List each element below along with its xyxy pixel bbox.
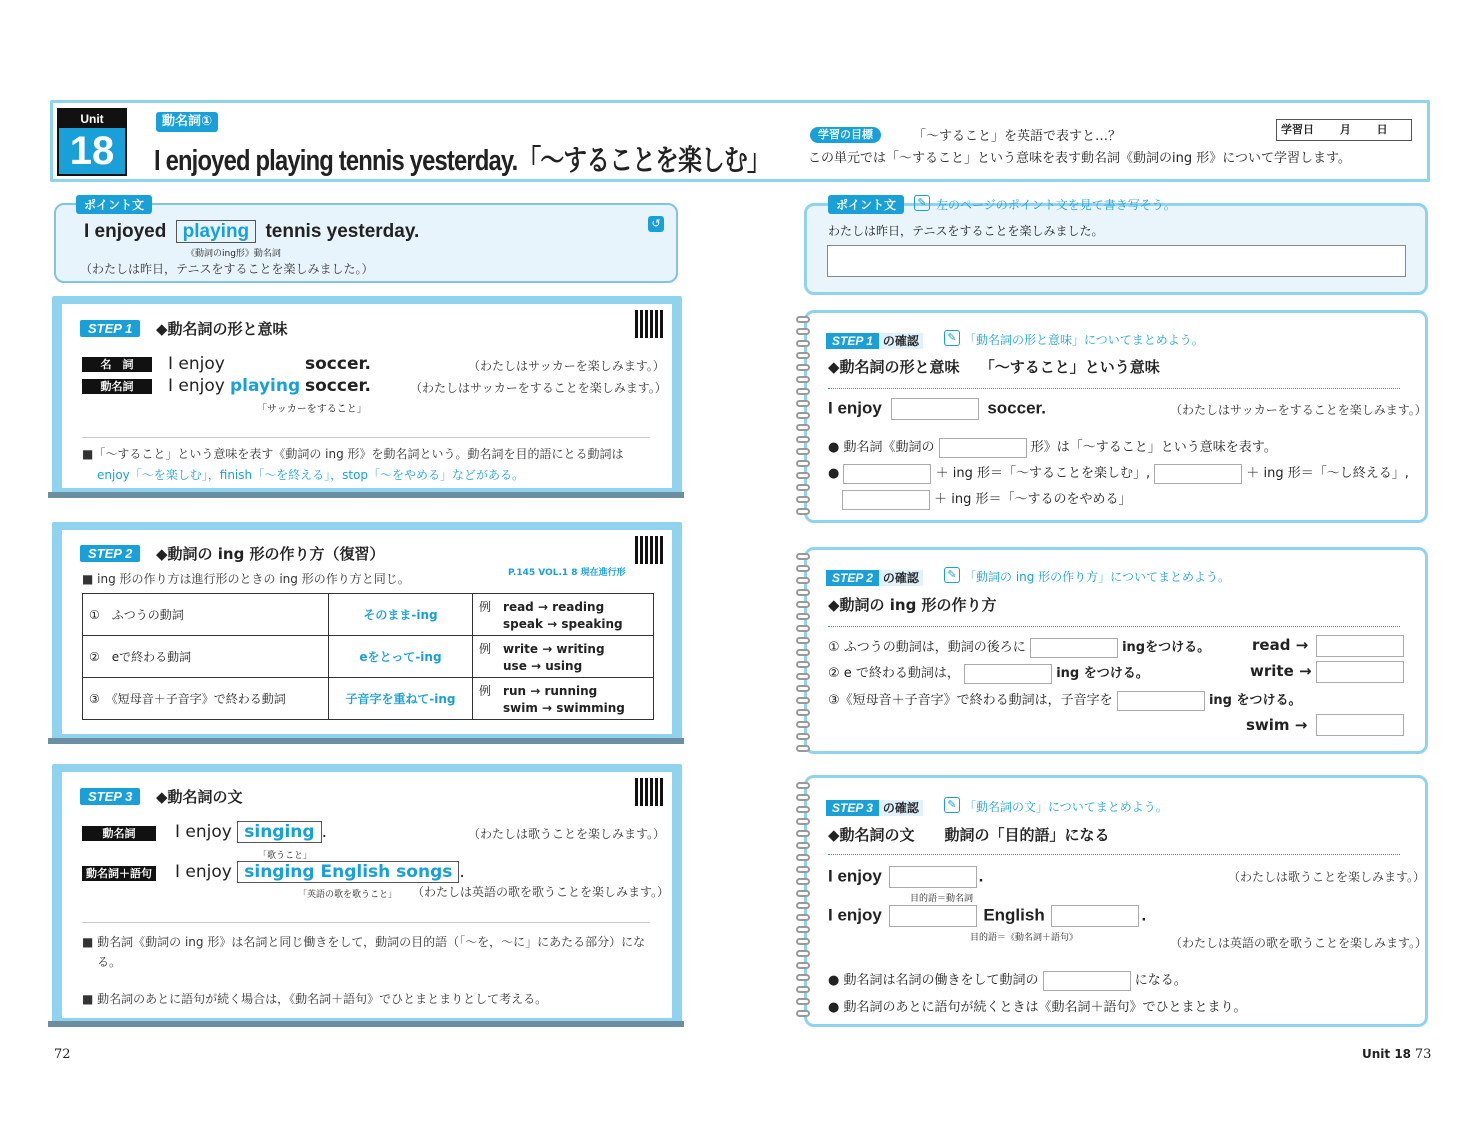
spiral-ring xyxy=(796,733,810,740)
qr-code-icon[interactable] xyxy=(635,536,663,564)
spiral-ring xyxy=(796,782,810,789)
check1-bullet3-text: ＋ ing 形＝「～するのをやめる」 xyxy=(934,492,1132,507)
check3-sentence-2 xyxy=(828,905,1146,927)
step2-ref[interactable]: P.145 VOL.1 8 現在進行形 xyxy=(508,568,626,578)
spiral-ring xyxy=(796,577,810,584)
spiral-ring xyxy=(796,709,810,716)
check2-line1b: ingをつける。 xyxy=(1122,640,1211,655)
check3-suffix: の確認 xyxy=(879,800,923,816)
table-cell: ③ 《短母音＋子音字》で終わる動詞 xyxy=(83,678,329,720)
step3-row2-jp: （わたしは英語の歌を歌うことを楽しみます。） xyxy=(412,885,670,899)
spiral-ring xyxy=(796,340,810,347)
table-row xyxy=(83,594,654,636)
check1-blank-1[interactable] xyxy=(891,398,979,420)
board-tray-1 xyxy=(48,492,684,498)
step3-row1-end: . xyxy=(321,822,327,842)
step1-badge: STEP 1 xyxy=(80,320,140,337)
spiral-ring xyxy=(796,508,810,515)
pencil-icon: ✎ xyxy=(914,195,930,211)
qr-code-icon[interactable] xyxy=(635,310,663,338)
spiral-ring xyxy=(796,460,810,467)
spiral-ring xyxy=(796,448,810,455)
spiral-ring xyxy=(796,424,810,431)
point-sentence-box: playing xyxy=(176,220,257,243)
check2-blank-3[interactable] xyxy=(1117,691,1205,711)
check3-s1-end: . xyxy=(978,866,984,886)
check1-bullet1b: 形》は「～すること」という意味を表す。 xyxy=(1030,440,1277,455)
spiral-ring xyxy=(796,352,810,359)
spiral-ring xyxy=(796,926,810,933)
spiral-ring xyxy=(796,938,810,945)
table-cell: 例 read → reading speak → speaking xyxy=(473,594,654,636)
check3-blank-1[interactable] xyxy=(889,866,977,888)
check2-blank-2[interactable] xyxy=(964,664,1052,684)
right-point-badge: ポイント文 xyxy=(828,195,904,214)
point-sentence-after: tennis yesterday. xyxy=(265,221,420,242)
qr-code-icon[interactable] xyxy=(635,778,663,806)
check2-line1 xyxy=(828,636,1210,658)
step2-table xyxy=(82,593,654,720)
spiral-ring xyxy=(796,436,810,443)
step1-caption: 「サッカーをすること」 xyxy=(257,404,367,415)
spiral-ring xyxy=(796,316,810,323)
grammar-tag: 動名詞① xyxy=(156,112,218,132)
check3-b1b: になる。 xyxy=(1134,973,1187,988)
check3-s2: I enjoy xyxy=(828,905,882,925)
spiral-ring xyxy=(796,412,810,419)
point-badge: ポイント文 xyxy=(76,195,152,214)
step1-row1-text: I enjoy xyxy=(168,354,225,374)
check2-badge xyxy=(826,567,923,586)
step3-note-2: ■ 動名詞のあとに語句が続く場合は，《動名詞＋語句》でひとまとまりとして考える。 xyxy=(82,992,548,1006)
goal-line-1: 「～すること」を英語で表すと…？ xyxy=(913,129,1122,144)
spiral-ring xyxy=(796,685,810,692)
spiral-ring xyxy=(796,950,810,957)
step1-row2-obj: soccer. xyxy=(305,376,371,396)
goal-badge: 学習の目標 xyxy=(810,127,881,143)
spiral-ring xyxy=(796,866,810,873)
spiral-ring xyxy=(796,902,810,909)
spiral-ring xyxy=(796,914,810,921)
footer-unit: Unit 18 xyxy=(1362,1047,1412,1061)
check1-sentence xyxy=(828,398,1046,420)
spiral-ring xyxy=(796,974,810,981)
check3-s2-mid: English xyxy=(983,905,1045,925)
pencil-icon: ✎ xyxy=(944,330,960,346)
check2-line2c: write → xyxy=(1250,662,1312,680)
check3-badge xyxy=(826,797,923,816)
check1-dots xyxy=(828,388,1400,389)
check3-blank-2[interactable] xyxy=(889,905,977,927)
check2-dots xyxy=(828,626,1400,627)
point-box-caption: 《動詞のing形》動名詞 xyxy=(186,249,281,259)
check1-bullet2a: ＋ ing 形＝「～することを楽しむ」, xyxy=(935,466,1151,481)
check3-b1a: ● 動名詞は名詞の働きをして動詞の xyxy=(828,973,1039,988)
check1-bullet3 xyxy=(842,488,1132,510)
step3-label-2: 動名詞＋語句 xyxy=(82,866,156,881)
step1-row1-obj: soccer. xyxy=(305,354,371,374)
check3-dots xyxy=(828,854,1400,855)
check2-blank-read[interactable] xyxy=(1316,635,1404,657)
spiral-ring xyxy=(796,472,810,479)
check2-blank-swim[interactable] xyxy=(1316,714,1404,736)
check1-bullet1a: ● 動名詞《動詞の xyxy=(828,440,935,455)
step3-row1-jp: （わたしは歌うことを楽しみます。） xyxy=(468,827,666,841)
spiral-ring xyxy=(796,661,810,668)
point-sentence-before: I enjoyed xyxy=(84,221,167,242)
spiral-ring xyxy=(796,806,810,813)
pencil-icon: ✎ xyxy=(944,567,960,583)
table-cell: eをとって-ing xyxy=(329,636,473,678)
right-point-instruction: 左のページのポイント文を見て書き写そう。 xyxy=(936,198,1176,212)
right-page-number: 73 xyxy=(1414,1047,1432,1062)
check3-bullet1 xyxy=(828,969,1187,991)
spiral-ring xyxy=(796,818,810,825)
table-row xyxy=(83,636,654,678)
table-cell: 例 run → running swim → swimming xyxy=(473,678,654,720)
check2-line3a: ③《短母音＋子音字》で終わる動詞は，子音字を xyxy=(828,693,1113,708)
check1-sent-before: I enjoy xyxy=(828,398,882,418)
check1-blank-5[interactable] xyxy=(842,490,930,510)
step1-divider xyxy=(82,437,650,438)
spiral-ring xyxy=(796,854,810,861)
step3-row1-caption: 「歌うこと」 xyxy=(258,851,313,861)
spiral-ring xyxy=(796,673,810,680)
check1-sent-jp: （わたしはサッカーをすることを楽しみます。） xyxy=(1170,403,1427,417)
board-tray-2 xyxy=(48,738,684,744)
spiral-ring xyxy=(796,613,810,620)
step3-badge: STEP 3 xyxy=(80,788,140,805)
spiral-ring xyxy=(796,697,810,704)
spiral-ring xyxy=(796,878,810,885)
step3-divider xyxy=(82,922,650,923)
check2-blank-1[interactable] xyxy=(1030,638,1118,658)
check1-step: STEP 1 xyxy=(826,333,879,349)
check2-blank-write[interactable] xyxy=(1316,661,1404,683)
check3-bullet2: ● 動名詞のあとに語句が続くときは《動名詞＋語句》でひとまとまり。 xyxy=(828,1000,1247,1015)
check2-line3b: ing をつける。 xyxy=(1208,693,1302,708)
spiral-ring xyxy=(796,565,810,572)
unit-badge xyxy=(57,108,127,176)
check3-s1-caption: 目的語＝動名詞 xyxy=(910,894,974,904)
spiral-ring xyxy=(796,794,810,801)
check2-heading: ◆動詞の ing 形の作り方 xyxy=(828,596,997,614)
table-cell: 子音字を重ねて-ing xyxy=(329,678,473,720)
step1-note-1: ■「～すること」という意味を表す《動詞の ing 形》を動名詞という。動名詞を目的語にとる動詞は xyxy=(82,447,624,461)
check1-bullet2 xyxy=(828,462,1409,484)
spiral-ring xyxy=(796,388,810,395)
check3-blank-4[interactable] xyxy=(1043,971,1131,991)
spiral-ring xyxy=(796,625,810,632)
right-point-translation: わたしは昨日，テニスをすることを楽しみました。 xyxy=(828,224,1104,238)
right-footer xyxy=(1362,1047,1431,1062)
step1-row2-hl: playing xyxy=(230,376,301,396)
spiral-ring xyxy=(796,721,810,728)
check1-blank-3[interactable] xyxy=(843,464,931,484)
point-writing-field[interactable] xyxy=(827,245,1406,277)
spiral-ring xyxy=(796,998,810,1005)
step3-row2-box: singing English songs xyxy=(237,861,459,883)
table-cell: そのまま-ing xyxy=(329,594,473,636)
check3-s2-end: . xyxy=(1141,905,1147,925)
step3-row1 xyxy=(175,822,327,842)
check1-bullet2b: ＋ ing 形＝「～し終える」, xyxy=(1246,466,1409,481)
unit-number: 18 xyxy=(59,128,125,174)
spiral-ring xyxy=(796,1010,810,1017)
spiral-ring xyxy=(796,890,810,897)
spiral-ring xyxy=(796,328,810,335)
spiral-ring xyxy=(796,400,810,407)
spiral-ring xyxy=(796,842,810,849)
spiral-ring xyxy=(796,589,810,596)
step3-row2 xyxy=(175,862,465,882)
step1-row2-text: I enjoy xyxy=(168,376,225,396)
step2-subtitle: ■ ing 形の作り方は進行形のときの ing 形の作り方と同じ。 xyxy=(82,572,410,586)
step3-note-1: ■ 動名詞《動詞の ing 形》は名詞と同じ働きをして，動詞の目的語（「～を，～に」にあたる部分）にな xyxy=(82,935,646,949)
pencil-icon: ✎ xyxy=(944,797,960,813)
check3-s1: I enjoy xyxy=(828,866,882,886)
check3-blank-3[interactable] xyxy=(1051,905,1139,927)
check2-line2b: ing をつける。 xyxy=(1056,666,1149,681)
step3-row1-text: I enjoy xyxy=(175,822,232,842)
check2-line3 xyxy=(828,689,1301,711)
step3-title: ◆動名詞の文 xyxy=(156,788,243,806)
spiral-ring xyxy=(796,830,810,837)
check3-s1-jp: （わたしは歌うことを楽しみます。） xyxy=(1228,870,1426,884)
step3-label-1: 動名詞 xyxy=(82,826,156,841)
step3-note-1b: る。 xyxy=(97,955,122,969)
step1-label-noun: 名 詞 xyxy=(82,357,152,372)
step2-badge: STEP 2 xyxy=(80,545,140,562)
check2-line1a: ① ふつうの動詞は，動詞の後ろに xyxy=(828,640,1026,655)
check1-sent-after: soccer. xyxy=(987,398,1046,418)
check1-bullet1 xyxy=(828,436,1277,458)
check3-sentence-1 xyxy=(828,866,983,888)
check3-step: STEP 3 xyxy=(826,800,879,816)
spiral-ring xyxy=(796,745,810,752)
step3-row2-caption: 「英語の歌を歌うこと」 xyxy=(298,890,398,900)
bullet-icon: ● xyxy=(828,466,840,481)
check1-blank-2[interactable] xyxy=(939,438,1027,458)
spiral-ring xyxy=(796,496,810,503)
left-page-number: 72 xyxy=(54,1047,71,1062)
check3-heading: ◆動名詞の文 動詞の「目的語」になる xyxy=(828,826,1110,844)
spiral-ring xyxy=(796,553,810,560)
spiral-ring xyxy=(796,601,810,608)
spiral-ring xyxy=(796,637,810,644)
board-tray-3 xyxy=(48,1021,684,1027)
check3-instruction: 「動名詞の文」についてまとめよう。 xyxy=(964,800,1168,814)
step3-row2-end: . xyxy=(459,862,465,882)
step1-row2-jp: （わたしはサッカーをすることを楽しみます。） xyxy=(410,381,667,395)
spiral-ring xyxy=(796,376,810,383)
check2-line2 xyxy=(828,662,1149,684)
spiral-ring xyxy=(796,649,810,656)
check1-instruction: 「動名詞の形と意味」についてまとめよう。 xyxy=(964,333,1204,347)
goal-line-2: この単元では「～すること」という意味を表す動名詞《動詞のing 形》について学習します。 xyxy=(808,151,1351,166)
step3-row1-box: singing xyxy=(237,821,321,843)
check2-line4: swim → xyxy=(1246,716,1308,734)
check2-line1c: read → xyxy=(1252,636,1309,654)
check2-line2a: ② e で終わる動詞は， xyxy=(828,666,960,681)
spiral-ring xyxy=(796,986,810,993)
table-cell: ① ふつうの動詞 xyxy=(83,594,329,636)
step3-row2-text: I enjoy xyxy=(175,862,232,882)
check2-suffix: の確認 xyxy=(879,570,923,586)
audio-icon[interactable]: ↺ xyxy=(648,216,664,232)
step2-title: ◆動詞の ing 形の作り方（復習） xyxy=(156,545,385,563)
check2-instruction: 「動詞の ing 形の作り方」についてまとめよう。 xyxy=(964,570,1230,584)
point-sentence xyxy=(84,221,419,243)
step1-row1-jp: （わたしはサッカーを楽しみます。） xyxy=(468,359,665,373)
study-date-box[interactable]: 学習日 月 日 xyxy=(1276,119,1412,141)
check1-badge xyxy=(826,330,923,349)
spiral-ring xyxy=(796,962,810,969)
spiral-ring xyxy=(796,364,810,371)
table-cell: 例 write → writing use → using xyxy=(473,636,654,678)
step1-label-gerund: 動名詞 xyxy=(82,379,152,394)
check2-step: STEP 2 xyxy=(826,570,879,586)
unit-label: Unit xyxy=(59,110,125,128)
step1-title: ◆動名詞の形と意味 xyxy=(156,320,288,338)
check1-blank-4[interactable] xyxy=(1154,464,1242,484)
table-row xyxy=(83,678,654,720)
check3-s2-caption: 目的語＝《動名詞＋語句》 xyxy=(970,933,1079,943)
check3-s2-jp: （わたしは英語の歌を歌うことを楽しみます。） xyxy=(1170,936,1428,950)
page-title: I enjoyed playing tennis yesterday.「～することを楽しむ」 xyxy=(154,145,770,177)
step1-note-2: enjoy「～を楽しむ」，finish「～を終える」，stop「～をやめる」などがある。 xyxy=(97,468,525,482)
table-cell: ② eで終わる動詞 xyxy=(83,636,329,678)
spiral-ring xyxy=(796,484,810,491)
point-translation: （わたしは昨日，テニスをすることを楽しみました。） xyxy=(80,262,374,276)
check1-suffix: の確認 xyxy=(879,333,923,349)
check1-heading: ◆動名詞の形と意味 「～すること」という意味 xyxy=(828,358,1160,376)
